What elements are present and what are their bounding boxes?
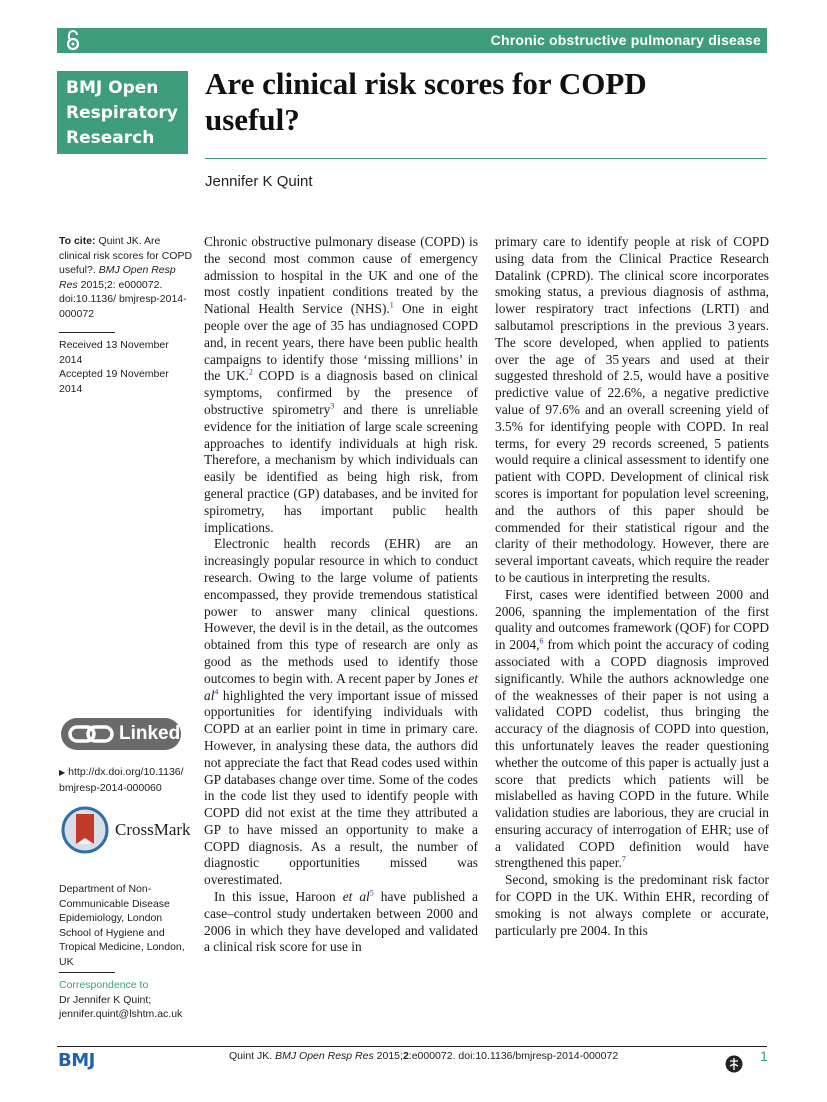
text: 2015; (373, 1050, 403, 1062)
text: 2 (402, 1050, 409, 1062)
paragraph: Second, smoking is the predominant risk factor for COPD in the UK. Within EHR, recording of smoking is not always complete or accurate, particularly pre 2004. In this (495, 872, 769, 938)
crossmark-badge[interactable] (61, 806, 201, 856)
dates-block (59, 338, 194, 396)
text: have published a case–control study undertaken between 2000 and 2006 in which they have developed and validated a clinical risk score for use in (204, 889, 478, 955)
accepted-date: Accepted 19 November 2014 (59, 368, 169, 395)
text: Chronic obstructive pulmonary disease (COPD) is the second most common cause of emergency admission to hospital in the UK and one of the most costly inpatient conditions treated by the National Health Service (NHS). (204, 234, 478, 317)
page-number: 1 (760, 1048, 768, 1064)
linked-label: Linked (119, 723, 181, 744)
journal-name-line: BMJ Open (66, 78, 159, 98)
text: First, cases were identified between 2000 and 2006, spanning the implementation of the first quality and outcomes framework (QOF) for COPD in 2004, (495, 586, 769, 653)
paragraph: primary care to identify people at risk of COPD using data from the Clinical Practice Research Datalink (CPRD). The clinical score incorporates smoking status, a previous diagnosis of asthma, lower respiratory tract infections (LRTI) and salbutamol prescriptions in the previous 3 years. The score developed, when applied to patients over the age of 35 years and used at their suggested threshold of 2.5, would have a positive predictive value of 22.6%, a negative predictive value of 97.6% and an overall screening yield of 3.5% for identifying people with COPD. In real terms, for every 29 records screened, 5 patients would require a clinical assessment to identify one patient with COPD. Development of clinical risk scores is important for population level screening, and the authors of this paper should be commended for their statistical rigour and the clarity of their methodology. However, there are several important caveats, which require the reader to be cautious in interpreting the results. (495, 234, 769, 585)
cite-text: Quint JK. Are clinical risk scores for COPD useful?. (59, 235, 193, 276)
body-column-1 (204, 234, 478, 956)
body-column-2 (495, 234, 769, 939)
text: In this issue, Haroon (214, 889, 343, 905)
footer-divider (57, 1046, 767, 1047)
paragraph (204, 889, 478, 956)
section-label: Chronic obstructive pulmonary disease (490, 32, 761, 48)
reference-link[interactable]: 5 (369, 888, 374, 898)
journal-name-line: Respiratory (66, 103, 178, 123)
arrow-right-icon: ▶ (59, 768, 66, 777)
linked-doi[interactable]: http://dx.doi.org/10.1136/ bmjresp-2014-000060 (59, 766, 184, 794)
reference-link[interactable]: 2 (248, 367, 253, 377)
text: from which point the accuracy of coding associated with a COPD diagnosis improved significantly. While the authors acknowledge one of the weaknesses of their paper is not using a validated COPD codelist, thus bringing the accuracy of the diagnosis of COPD into question, this unfortunately leaves the reader questioning whether the outcome of this paper is actually just a score that predicts which patients will be mislabelled as having COPD in the future. While validation studies are laborious, they are crucial in ensuring accuracy of interrogation of EHR; use of a validated COPD definition would have strengthened this paper. (495, 637, 769, 871)
linked-article-link[interactable] (59, 765, 194, 795)
reference-link[interactable]: 6 (539, 636, 544, 646)
paragraph (204, 536, 478, 889)
text: :e000072. doi:10.1136/bmjresp-2014-000072 (408, 1050, 619, 1062)
crossmark-icon (61, 806, 109, 854)
journal-logo-box (57, 71, 188, 154)
text: et al (342, 889, 370, 905)
paragraph (495, 587, 769, 873)
correspondence-name: Dr Jennifer K Quint; (59, 993, 152, 1006)
text: Quint JK. (229, 1050, 276, 1062)
paragraph (204, 234, 478, 536)
text: One in eight people over the age of 35 has undiagnosed COPD and, in recent years, there have been public health campaigns to identify those ‘missing millions’ in the UK. (204, 301, 478, 384)
title-line: useful? (205, 102, 300, 137)
chain-link-icon (68, 724, 114, 744)
correspondence-block (59, 978, 194, 1022)
received-date: Received 13 November 2014 (59, 339, 169, 366)
title-divider (205, 158, 767, 159)
reference-link[interactable]: 7 (621, 855, 626, 865)
open-access-lock-icon (65, 30, 81, 51)
text: and there is unreliable evidence for the initiation of large scale screening approaches to identify individuals at high risk. Therefore, a mechanism by which individuals can easily be identified as being high risk, from general practice (GP) databases, and be invited for spirometry, has important public health implications. (204, 401, 478, 535)
cite-label: To cite: (59, 235, 96, 247)
cope-badge-icon (725, 1055, 743, 1073)
title-line: Are clinical risk scores for COPD (205, 66, 647, 101)
affiliation: Department of Non-Communicable Disease Epidemiology, London School of Hygiene and Tropical Medicine, London, UK (59, 883, 185, 968)
text: et al (204, 670, 478, 703)
sidebar-divider (59, 332, 115, 333)
linked-badge[interactable] (61, 718, 181, 750)
correspondence-email[interactable]: jennifer.quint@lshtm.ac.uk (59, 1008, 183, 1020)
text: Electronic health records (EHR) are an increasingly popular resource in which to conduct research. Owing to the large volume of patients encompassed, they provide tremendous statistical power to answer many clinical questions. However, the devil is in the detail, as the outcomes obtained from this type of research are only as good as the methods used to identify those outcomes to begin with. A recent paper by Jones (204, 536, 478, 686)
sidebar-divider (59, 972, 115, 973)
section-header-bar (57, 28, 767, 53)
reference-link[interactable]: 4 (214, 687, 219, 697)
journal-name-line: Research (66, 128, 155, 148)
citation-block (59, 234, 194, 321)
text: COPD is a diagnosis based on clinical symptoms, confirmed by the presence of obstructive spirometry (204, 368, 478, 417)
crossmark-label: CrossMark (115, 820, 191, 839)
cite-text: 2015;2: e000072. doi:10.1136/ bmjresp-2014-000072 (59, 278, 187, 320)
article-title (205, 66, 765, 138)
author-name: Jennifer K Quint (205, 173, 313, 190)
footer-citation (229, 1050, 618, 1062)
reference-link[interactable]: 1 (389, 300, 394, 310)
text: BMJ Open Resp Res (275, 1050, 374, 1062)
text: highlighted the very important issue of missed opportunities for identifying individuals with COPD at an earlier point in time in primary care. However, in analysing these data, the authors did not appreciate the fact that Read codes used within GP databases change over time. Some of the codes in the code list they used to identify people with COPD did not exist at the time they attributed a GP to have missed an opportunity to make a COPD diagnosis. As a result, the number of diagnostic opportunities missed was overestimated. (204, 687, 478, 888)
correspondence-label: Correspondence to (59, 979, 149, 991)
bmj-logo: BMJ (58, 1050, 95, 1071)
cite-journal: BMJ Open Resp Res (59, 264, 176, 291)
reference-link[interactable]: 3 (330, 401, 335, 411)
